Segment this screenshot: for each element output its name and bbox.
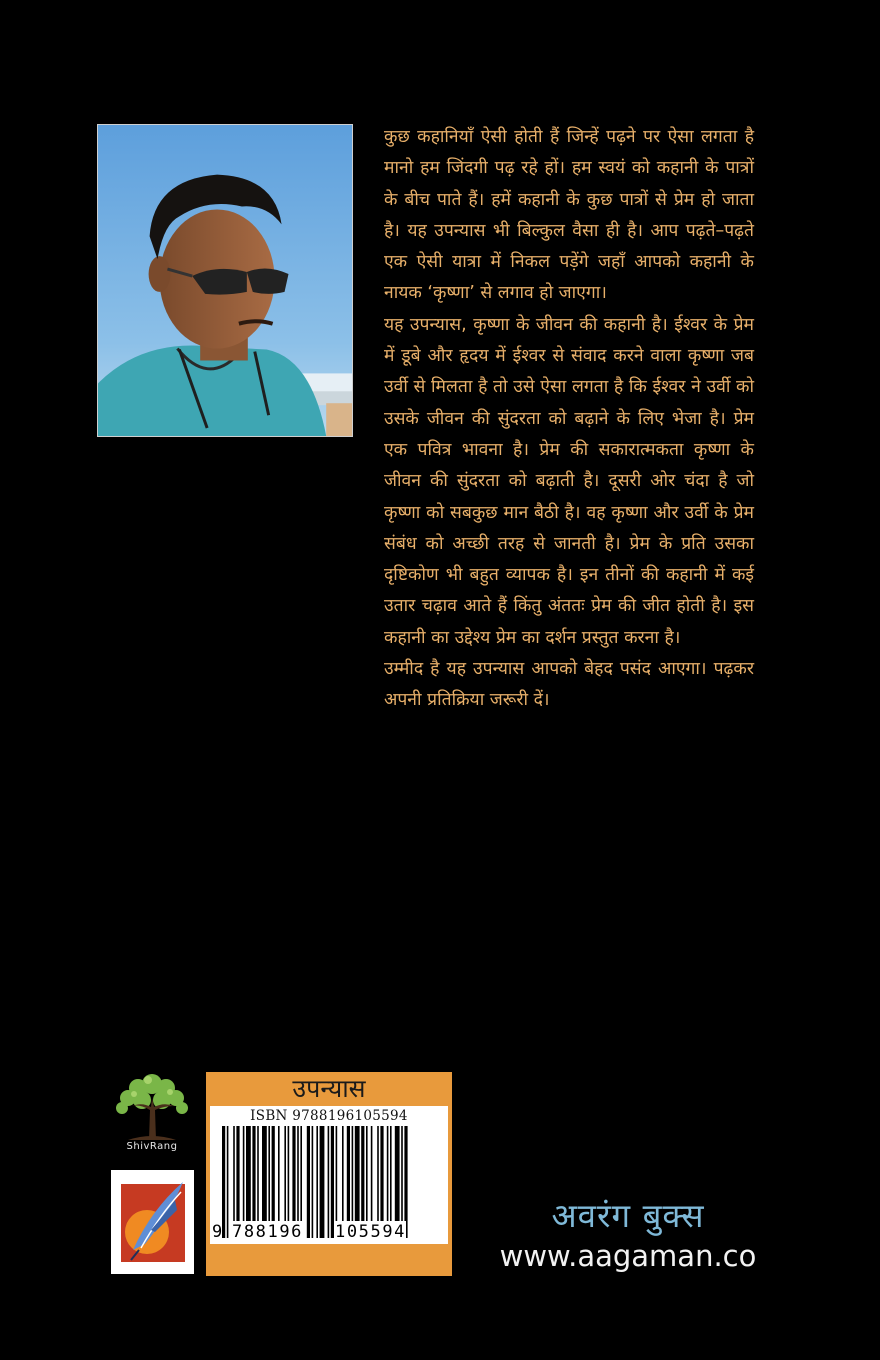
author-photo	[97, 124, 353, 437]
back-cover-blurb	[384, 122, 754, 717]
barcode-digits	[210, 1221, 448, 1243]
blurb-paragraph: उम्मीद है यह उपन्यास आपको बेहद पसंद आएगा। पढ़कर अपनी प्रतिक्रिया जरूरी दें।	[384, 659, 754, 711]
tree-logo-icon	[108, 1070, 196, 1142]
barcode-digit-first: 9	[212, 1222, 223, 1242]
blurb-paragraph: यह उपन्यास, कृष्णा के जीवन की कहानी है। ईश्वर के प्रेम में डूबे और हृदय में ईश्वर से संवाद करने वाला कृष्णा जब उर्वी से मिलता है तो उसे ऐसा लगता है कि ईश्वर ने उर्वी को उसके जीवन की सुंदरता को बढ़ाने के लिए भेजा है। प्रेम एक पवित्र भावना है। प्रेम की सकारात्मकता कृष्णा के जीवन की सुंदरता को बढ़ाती है। दूसरी ओर चंदा है जो कृष्णा को सबकुछ मान बैठी है। वह कृष्णा और उर्वी के प्रेम संबंध को अच्छी तरह से जानती है। प्रेम के प्रति उसका दृष्टिकोण भी बहुत व्यापक है। इन तीनों की कहानी में कई उतार चढ़ाव आते हैं किंतु अंततः प्रेम की जीत होती है। इस कहानी का उद्देश्य प्रेम का दर्शन प्रस्तुत करना है।	[384, 314, 754, 648]
barcode-panel	[210, 1106, 448, 1244]
isbn-label: ISBN 9788196105594	[250, 1108, 408, 1124]
brand-name: अवरंग बुक्स	[551, 1196, 705, 1235]
author-portrait-image	[98, 125, 352, 436]
blurb-paragraph: कुछ कहानियाँ ऐसी होती हैं जिन्हें पढ़ने पर ऐसा लगता है मानो हम जिंदगी पढ़ रहे हों। हम स्वयं को कहानी के पात्रों के बीच पाते हैं। हमें कहानी के कुछ पात्रों से प्रेम हो जाता है। यह उपन्यास भी बिल्कुल वैसा ही है। आप पढ़ते–पढ़ते एक ऐसी यात्रा में निकल पड़ेंगे जहाँ आपको कहानी के नायक ‘कृष्णा’ से लगाव हो जाएगा।	[384, 127, 754, 304]
barcode-digits-right: 105594	[335, 1222, 407, 1242]
barcode-block	[206, 1072, 452, 1276]
genre-label: उपन्यास	[292, 1074, 366, 1103]
publisher-name: ShivRang	[126, 1141, 178, 1152]
barcode-digits-left: 788196	[232, 1222, 304, 1242]
imprint-logo	[111, 1170, 194, 1274]
quill-logo-icon	[111, 1170, 194, 1274]
website-url: www.aagaman.co	[499, 1239, 757, 1273]
